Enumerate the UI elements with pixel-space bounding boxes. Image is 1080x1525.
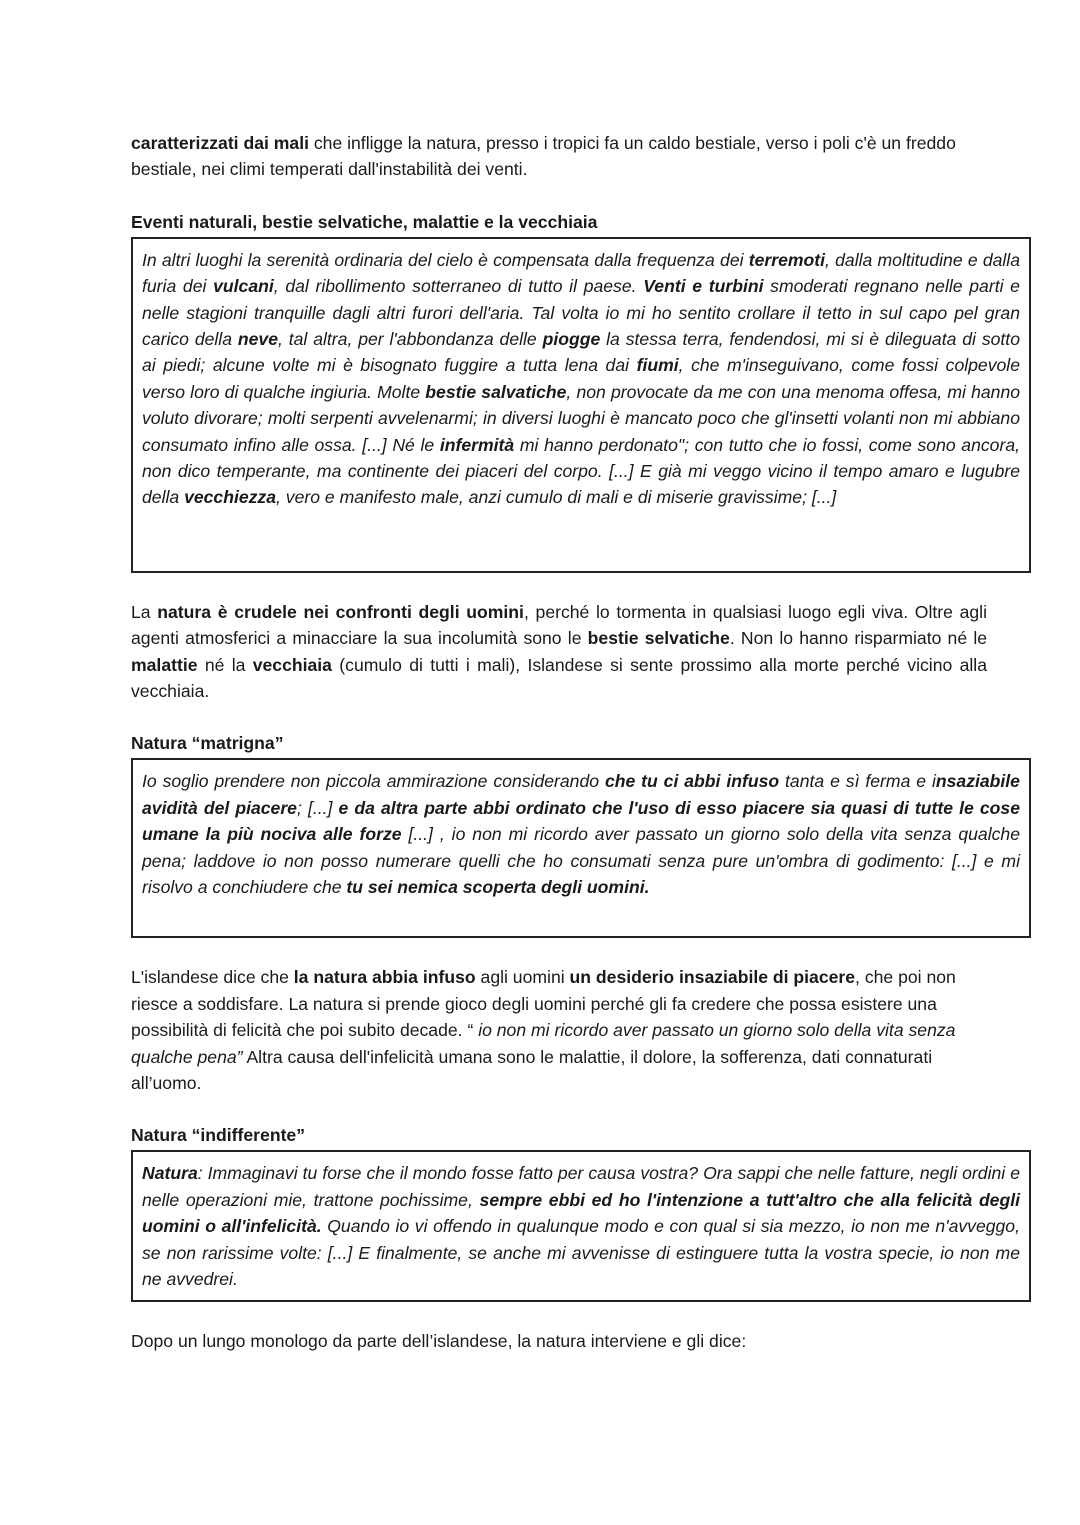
- emphasis-text: vecchiaia: [252, 654, 332, 675]
- text-run: che infligge la natura, presso i tropici fa un caldo bestiale, verso i poli c'è un freddo bestiale, nei climi temperati dall'instabilità dei venti.: [131, 133, 956, 180]
- emphasis-text: vulcani: [213, 276, 274, 297]
- emphasis-text: un desiderio insaziabile di piacere: [569, 967, 856, 988]
- quote-box-natura-indifferente: [131, 1150, 1031, 1302]
- text-run: io non mi ricordo aver passato un giorno solo della vita senza qualche pena”: [131, 1020, 956, 1067]
- emphasis-text: Venti e turbini: [643, 276, 764, 297]
- section-heading-eventi-naturali: Eventi naturali, bestie selvatiche, malattie e la vecchiaia: [131, 211, 598, 232]
- text-run: [...] , io non mi ricordo aver passato un giorno solo della vita senza qualche pena; laddove io non posso numerare quelli che ho consumati senza pure un'ombra di godimento: [...] e mi risolvo a conchiudere che: [142, 824, 1020, 898]
- text-run: smoderati regnano nelle parti e nelle stagioni tranquille dagli altri furori dell'aria. Tal volta io mi ho sentito crollare il tetto in sul capo pel gran carico della: [142, 276, 1020, 350]
- emphasis-text: e da altra parte abbi ordinato che l'uso di esso piacere sia quasi di tutte le cose umane la più nociva alle forze: [142, 797, 1020, 845]
- text-run: L'islandese dice che: [131, 967, 294, 988]
- section-heading-natura-indifferente: Natura “indifferente”: [131, 1125, 306, 1146]
- emphasis-text: natura è crudele nei confronti degli uomini: [157, 601, 524, 622]
- intro-paragraph: [131, 130, 991, 183]
- text-run: la stessa terra, fendendosi, mi si è dileguata di sotto ai piedi; alcune volte mi è bisognato fuggire a tutta lena dai: [142, 329, 1020, 376]
- text-run: , non provocate da me con una menoma offesa, mi hanno voluto divorare; molti serpenti avvelenarmi; in diversi luoghi è mancato poco che gl'insetti volanti non mi abbiano consumato infino alle ossa. [...] Né le: [142, 381, 1021, 455]
- quote-box-eventi-naturali: [131, 237, 1031, 573]
- text-run: In altri luoghi la serenità ordinaria del cielo è compensata dalla frequenza dei: [142, 249, 749, 270]
- document-page: [131, 130, 1031, 1355]
- emphasis-text: piogge: [542, 329, 601, 350]
- paragraph-natura-crudele: [131, 599, 987, 705]
- text-run: La: [131, 601, 158, 622]
- emphasis-text: bestie salvatiche: [425, 381, 567, 402]
- emphasis-text: vecchiezza: [184, 487, 277, 508]
- text-run: , dal ribollimento sotterraneo di tutto il paese.: [273, 276, 644, 297]
- emphasis-text: malattie: [131, 654, 198, 675]
- emphasis-text: sempre ebbi ed ho l'intenzione a tutt'altro che alla felicità degli uomini o all'infelicità.: [142, 1189, 1020, 1237]
- emphasis-text: caratterizzati dai mali: [131, 133, 309, 153]
- text-run: , tal altra, per l'abbondanza delle: [277, 329, 543, 350]
- text-run: Altra causa dell'infelicità umana sono le malattie, il dolore, la sofferenza, dati connaturati all’uomo.: [131, 1046, 933, 1094]
- text-run: Io soglio prendere non piccola ammirazione considerando: [142, 771, 605, 792]
- text-run: (cumulo di tutti i mali), Islandese si sente prossimo alla morte perché vicino alla vecchiaia.: [131, 654, 987, 702]
- text-run: né la: [197, 654, 253, 675]
- text-run: , che poi non riesce a soddisfare. La natura si prende gioco degli uomini perché gli fa credere che possa esistere una possibilità di felicità che poi subito decade. “: [131, 967, 956, 1041]
- text-run: . Non lo hanno risparmiato né le: [729, 628, 988, 649]
- quote-text-eventi-naturali: [142, 247, 1020, 511]
- text-run: , che m'inseguivano, come fossi colpevole verso loro di qualche ingiuria. Molte: [142, 355, 1020, 402]
- text-run: mi hanno perdonato"; con tutto che io fossi, come sono ancora, non dico temperante, ma continente dei piaceri del corpo. [...] E già mi veggo vicino il tempo amaro e lugubre della: [142, 434, 1020, 508]
- emphasis-text: fiumi: [636, 355, 679, 376]
- emphasis-text: nsaziabile avidità del piacere: [142, 771, 1020, 818]
- emphasis-text: infermità: [439, 434, 515, 455]
- text-run: agli uomini: [475, 967, 570, 988]
- text-run: ; [...]: [296, 797, 339, 818]
- quote-text-natura-indifferente: [142, 1160, 1020, 1292]
- text-run: Quando io vi offendo in qualunque modo e con qual si sia mezzo, io non me n'avveggo, se non rarissime volte: [...] E finalmente, se anche mi avvenisse di estinguere tutta la vostra specie, io non me ne avvedrei.: [142, 1216, 1020, 1290]
- paragraph-islandese: [131, 964, 991, 1096]
- emphasis-text: tu sei nemica scoperta degli uomini.: [346, 877, 650, 898]
- text-run: : Immaginavi tu forse che il mondo fosse fatto per causa vostra? Ora sappi che nelle fatture, negli ordini e nelle operazioni mie, trattone pochissime,: [142, 1163, 1020, 1210]
- quote-text-natura-matrigna: [142, 768, 1020, 900]
- emphasis-text: la natura abbia infuso: [293, 967, 476, 988]
- emphasis-text: terremoti: [748, 249, 826, 270]
- emphasis-text: neve: [237, 329, 278, 350]
- section-heading-natura-matrigna: Natura “matrigna”: [131, 733, 284, 754]
- text-run: , dalla moltitudine e dalla furia dei: [142, 249, 1021, 297]
- emphasis-text: Natura: [142, 1163, 198, 1184]
- emphasis-text: bestie selvatiche: [587, 628, 730, 649]
- text-run: tanta e sì ferma e i: [779, 771, 936, 792]
- text-run: , perché lo tormenta in qualsiasi luogo egli viva. Oltre agli agenti atmosferici a minacciare la sua incolumità sono le: [131, 601, 987, 649]
- emphasis-text: che tu ci abbi infuso: [604, 771, 780, 792]
- text-run: , vero e manifesto male, anzi cumulo di mali e di miserie gravissime; [...]: [276, 487, 837, 508]
- quote-box-natura-matrigna: [131, 758, 1031, 938]
- closing-paragraph: Dopo un lungo monologo da parte dell’islandese, la natura interviene e gli dice:: [131, 1331, 747, 1352]
